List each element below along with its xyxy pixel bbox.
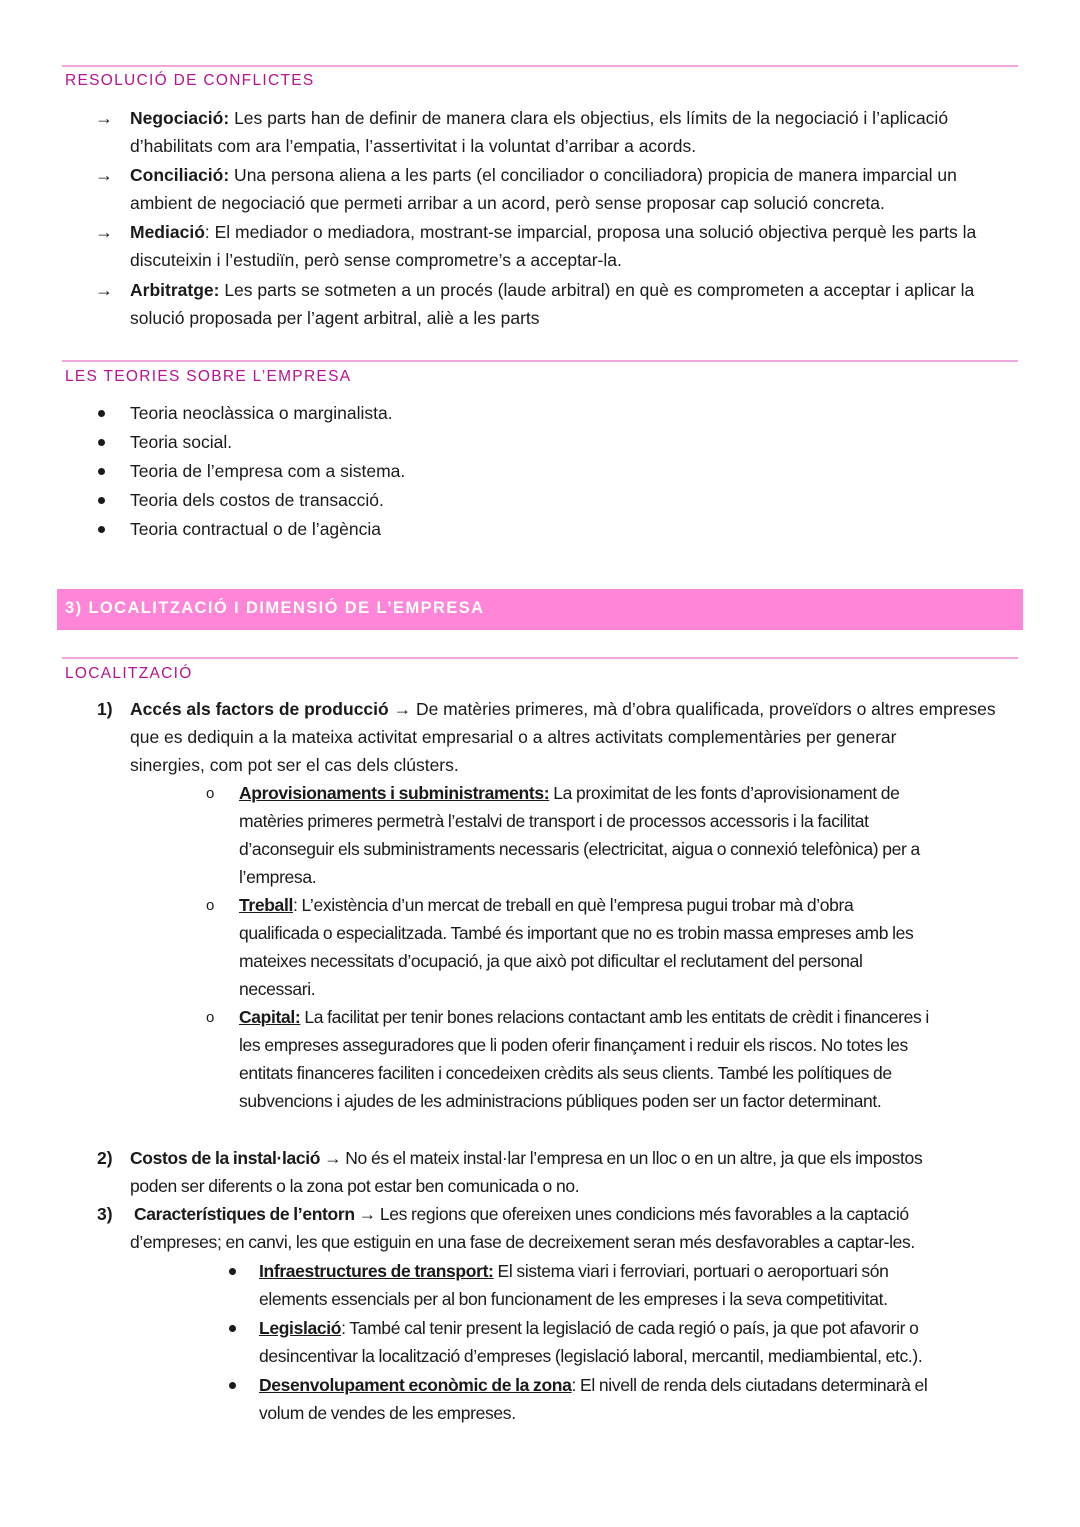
- subitem-continuation: les empreses asseguradores que li poden oferir finançament i reduir els riscos. No totes les: [239, 1035, 908, 1055]
- factor-continuation: d’empreses; en canvi, les que estiguin en una fase de decreixement seran més desfavorables a captar-les.: [130, 1232, 915, 1252]
- circle-bullet-icon: o: [206, 897, 215, 914]
- subitem-continuation: qualificada o especialitzada. També és important que no es trobin massa empreses amb les: [239, 923, 914, 943]
- factor-continuation: poden ser diferents o la zona pot estar ben comunicada o no.: [130, 1176, 580, 1196]
- list-number: 3): [97, 1204, 113, 1224]
- bullet-dot-icon: [98, 526, 105, 533]
- list-item: Teoria neoclàssica o marginalista.: [130, 403, 393, 423]
- bullet-dot-icon: [98, 497, 105, 504]
- list-item: Teoria contractual o de l’agència: [130, 519, 381, 539]
- list-number: 1): [97, 699, 113, 719]
- subitem-continuation: desincentivar la localització d’empreses (legislació laboral, mercantil, mediambiental, etc.).: [259, 1346, 923, 1366]
- subitem-treball: Treball: L’existència d’un mercat de treball en què l’empresa pugui trobar mà d’obra: [239, 895, 854, 915]
- list-item-mediacio: Mediació: El mediador o mediadora, mostrant-se imparcial, proposa una solució objectiva perquè les parts la: [130, 222, 977, 242]
- bullet-dot-icon: [229, 1325, 236, 1332]
- subitem-continuation: necessari.: [239, 979, 316, 999]
- list-item-conciliacio: Conciliació: Una persona aliena a les parts (el conciliador o conciliadora) propicia de manera imparcial un: [130, 165, 957, 185]
- bullet-dot-icon: [229, 1382, 236, 1389]
- bullet-dot-icon: [98, 410, 105, 417]
- subitem-capital: Capital: La facilitat per tenir bones relacions contactant amb les entitats de crèdit i financeres i: [239, 1007, 929, 1027]
- factor-continuation: sinergies, com pot ser el cas dels clústers.: [130, 755, 459, 775]
- subitem-desenvolupament: Desenvolupament econòmic de la zona: El nivell de renda dels ciutadans determinarà el: [259, 1375, 928, 1395]
- list-item: Teoria de l’empresa com a sistema.: [130, 461, 406, 481]
- subheading-resolucio: RESOLUCIÓ DE CONFLICTES: [65, 72, 315, 89]
- factor-heading: Accés als factors de producció → De matèries primeres, mà d’obra qualificada, proveïdors o altres empreses: [130, 699, 996, 719]
- list-item-arbitratge: Arbitratge: Les parts se sotmeten a un procés (laude arbitral) en què es comprometen a acceptar i aplicar la: [130, 280, 975, 300]
- factor-continuation: que es dediquin a la mateixa activitat empresarial o a altres activitats complementàries per generar: [130, 727, 897, 747]
- subheading-teories: LES TEORIES SOBRE L’EMPRESA: [65, 368, 352, 385]
- section-number: 3: [65, 599, 76, 617]
- subitem-continuation: entitats financeres faciliten i concedeixen crèdits als seus clients. També les polítiques de: [239, 1063, 892, 1083]
- list-item-continuation: discuteixin i l’estudiïn, però sense comprometre’s a acceptar-la.: [130, 250, 622, 270]
- subitem-infraestructures: Infraestructures de transport: El sistema viari i ferroviari, portuari o aeroportuari són: [259, 1261, 889, 1281]
- arrow-right-icon: →: [320, 1148, 346, 1168]
- subitem-continuation: volum de vendes de les empreses.: [259, 1403, 516, 1423]
- list-item: Teoria dels costos de transacció.: [130, 490, 384, 510]
- section-divider: [62, 360, 1018, 362]
- term-mediacio: Mediació: [130, 222, 205, 242]
- subitem-legislacio: Legislació: També cal tenir present la legislació de cada regió o país, ja que pot afavorir o: [259, 1318, 919, 1338]
- subitem-continuation: subvencions i ajudes de les administracions públiques poden ser un factor determinant.: [239, 1091, 882, 1111]
- list-item: Teoria social.: [130, 432, 233, 452]
- section-banner: [57, 589, 1023, 630]
- subitem-continuation: mateixes necessitats d’ocupació, ja que això pot dificultar el reclutament del personal: [239, 951, 863, 971]
- arrow-right-icon: →: [354, 1204, 380, 1224]
- term-conciliacio: Conciliació:: [130, 165, 230, 185]
- section-title: 3) LOCALITZACIÓ I DIMENSIÓ DE L’EMPRESA: [65, 599, 485, 617]
- arrow-bullet-icon: →: [95, 280, 113, 300]
- list-item-negociacio: Negociació: Les parts han de definir de manera clara els objectius, els límits de la negociació i l’aplicació: [130, 108, 949, 128]
- section-divider: [62, 65, 1018, 67]
- list-item-continuation: d’habilitats com ara l’empatia, l’assertivitat i la voluntat d’arribar a acords.: [130, 136, 697, 156]
- bullet-dot-icon: [98, 439, 105, 446]
- arrow-bullet-icon: →: [95, 165, 113, 185]
- list-number: 2): [97, 1148, 113, 1168]
- subheading-localitzacio: LOCALITZACIÓ: [65, 665, 193, 682]
- factor-heading: Costos de la instal·lació → No és el mateix instal·lar l’empresa en un lloc o en un altre, ja que els impostos: [130, 1148, 923, 1168]
- arrow-bullet-icon: →: [95, 108, 113, 128]
- bullet-dot-icon: [98, 468, 105, 475]
- subitem-continuation: matèries primeres permetrà l’estalvi de transport i de processos accessoris i la facilitat: [239, 811, 869, 831]
- subitem-continuation: l’empresa.: [239, 867, 317, 887]
- list-item-continuation: solució proposada per l’agent arbitral, aliè a les parts: [130, 308, 540, 328]
- subitem-aprovisionaments: Aprovisionaments i subministraments: La proximitat de les fonts d’aprovisionament de: [239, 783, 900, 803]
- circle-bullet-icon: o: [206, 1009, 215, 1026]
- circle-bullet-icon: o: [206, 785, 215, 802]
- arrow-bullet-icon: →: [95, 222, 113, 242]
- subitem-continuation: elements essencials per al bon funcionament de les empreses i la seva competitivitat.: [259, 1289, 888, 1309]
- factor-heading: Característiques de l’entorn → Les regions que ofereixen unes condicions més favorables a la captació: [134, 1204, 909, 1224]
- term-arbitratge: Arbitratge:: [130, 280, 220, 300]
- bullet-dot-icon: [229, 1268, 236, 1275]
- subitem-continuation: d’aconseguir els subministraments necessaris (electricitat, aigua o connexió telefònica) per a: [239, 839, 920, 859]
- arrow-right-icon: →: [388, 699, 416, 719]
- term-negociacio: Negociació:: [130, 108, 230, 128]
- list-item-continuation: ambient de negociació que permeti arribar a un acord, però sense proposar cap solució concreta.: [130, 193, 885, 213]
- section-divider: [62, 657, 1018, 659]
